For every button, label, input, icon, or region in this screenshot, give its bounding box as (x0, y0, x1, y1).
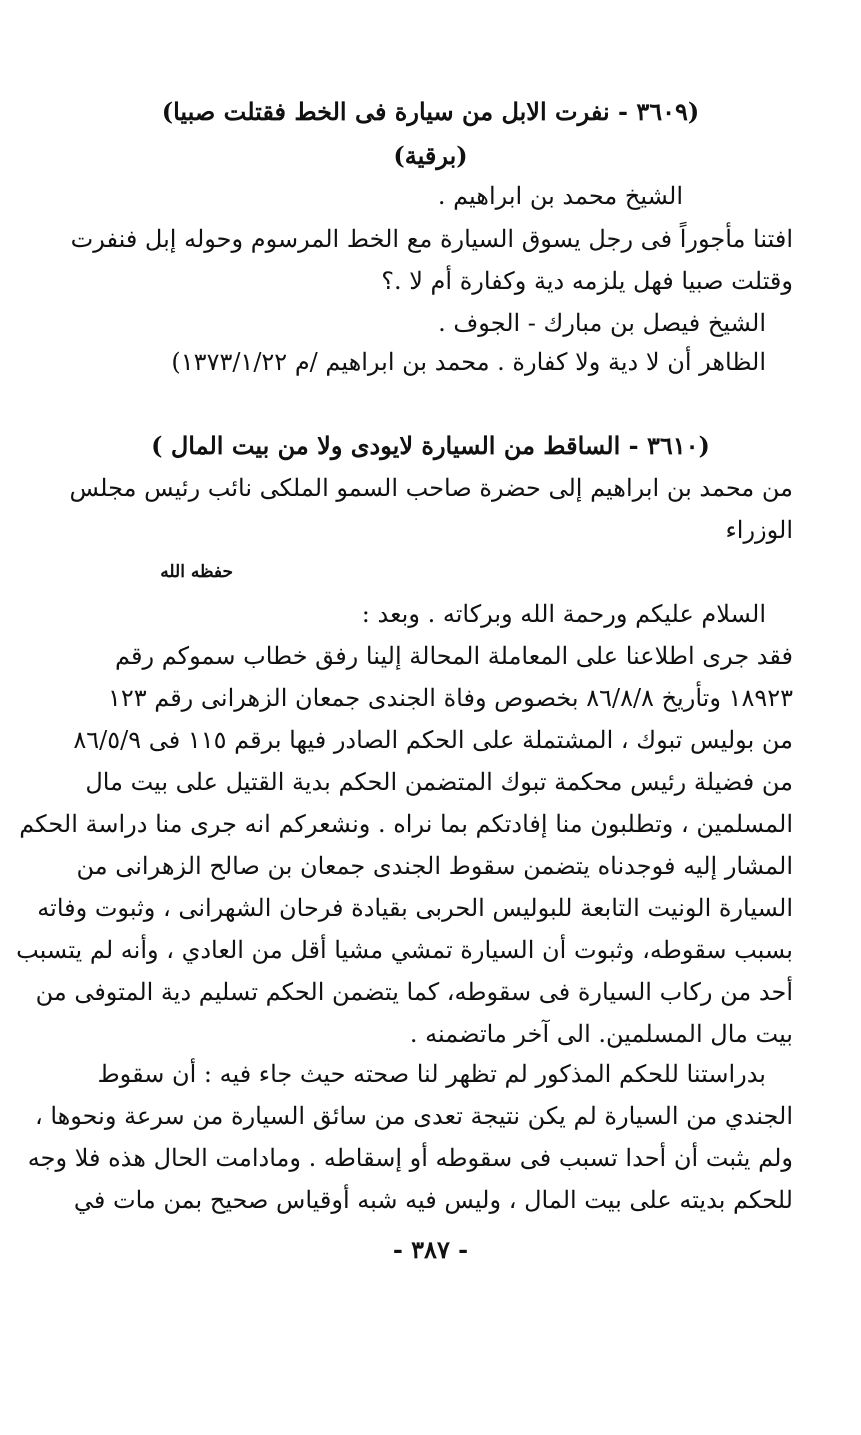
text-line: الوزراء (725, 516, 793, 544)
text-line: السيارة الونيت التابعة للبوليس الحربى بقيادة فرحان الشهرانى ، وثبوت وفاته (37, 894, 793, 922)
page-number: - ٣٨٧ - (392, 1235, 469, 1264)
text-line: أحد من ركاب السيارة فى سقوطه، كما يتضمن الحكم تسليم دية المتوفى من (35, 978, 793, 1006)
text-line: الشيخ فيصل بن مبارك - الجوف . (438, 309, 766, 337)
text-line: الظاهر أن لا دية ولا كفارة . محمد بن ابراهيم /م ١٣٧٣/١/٢٢) (171, 348, 766, 376)
text-line: للحكم بديته على بيت المال ، وليس فيه شبه أوقياس صحيح بمن مات في (73, 1186, 793, 1214)
text-line: بسبب سقوطه، وثبوت أن السيارة تمشي مشيا أقل من العادي ، وأنه لم يتسبب (16, 936, 793, 964)
fatwa-3610-heading: (٣٦١٠ - الساقط من السيارة لايودى ولا من بيت المال ) (151, 431, 710, 460)
text-line: الجندي من السيارة لم يكن نتيجة تعدى من سائق السيارة من سرعة ونحوها ، (34, 1102, 793, 1130)
text-line: من محمد بن ابراهيم إلى حضرة صاحب السمو الملكى نائب رئيس مجلس (69, 474, 793, 502)
text-line: بدراستنا للحكم المذكور لم تظهر لنا صحته حيث جاء فيه : أن سقوط (97, 1060, 766, 1088)
text-line: بيت مال المسلمين. الى آخر ماتضمنه . (409, 1020, 793, 1048)
text-line: ١٨٩٢٣ وتأريخ ٨٦/٨/٨ بخصوص وفاة الجندى جمعان الزهرانى رقم ١٢٣ (107, 684, 793, 712)
text-line: الشيخ محمد بن ابراهيم . (437, 182, 683, 210)
fatwa-3609-subheading: (برقية) (393, 141, 468, 170)
text-line: من بوليس تبوك ، المشتملة على الحكم الصادر فيها برقم ١١٥ فى ٨٦/٥/٩ (73, 726, 793, 754)
text-line: فقد جرى اطلاعنا على المعاملة المحالة إلينا رفق خطاب سموكم رقم (115, 642, 793, 670)
text-line: وقتلت صبيا فهل يلزمه دية وكفارة أم لا .؟ (381, 267, 793, 295)
text-line: من فضيلة رئيس محكمة تبوك المتضمن الحكم بدية القتيل على بيت مال (85, 768, 793, 796)
text-line: ولم يثبت أن أحدا تسبب فى سقوطه أو إسقاطه . ومادامت الحال هذه فلا وجه (27, 1144, 793, 1172)
text-line: المسلمين ، وتطلبون منا إفادتكم بما نراه . ونشعركم انه جرى منا دراسة الحكم (19, 810, 793, 838)
text-line: السلام عليكم ورحمة الله وبركاته . وبعد : (361, 600, 766, 628)
text-line: افتنا مأجوراً فى رجل يسوق السيارة مع الخط المرسوم وحوله إبل فنفرت (70, 225, 793, 253)
salutation-line: حفظه الله (160, 562, 233, 582)
fatwa-3609-heading: (٣٦٠٩ - نفرت الابل من سيارة فى الخط فقتلت صبيا) (161, 97, 700, 126)
text-line: المشار إليه فوجدناه يتضمن سقوط الجندى جمعان بن صالح الزهرانى من (76, 852, 793, 880)
